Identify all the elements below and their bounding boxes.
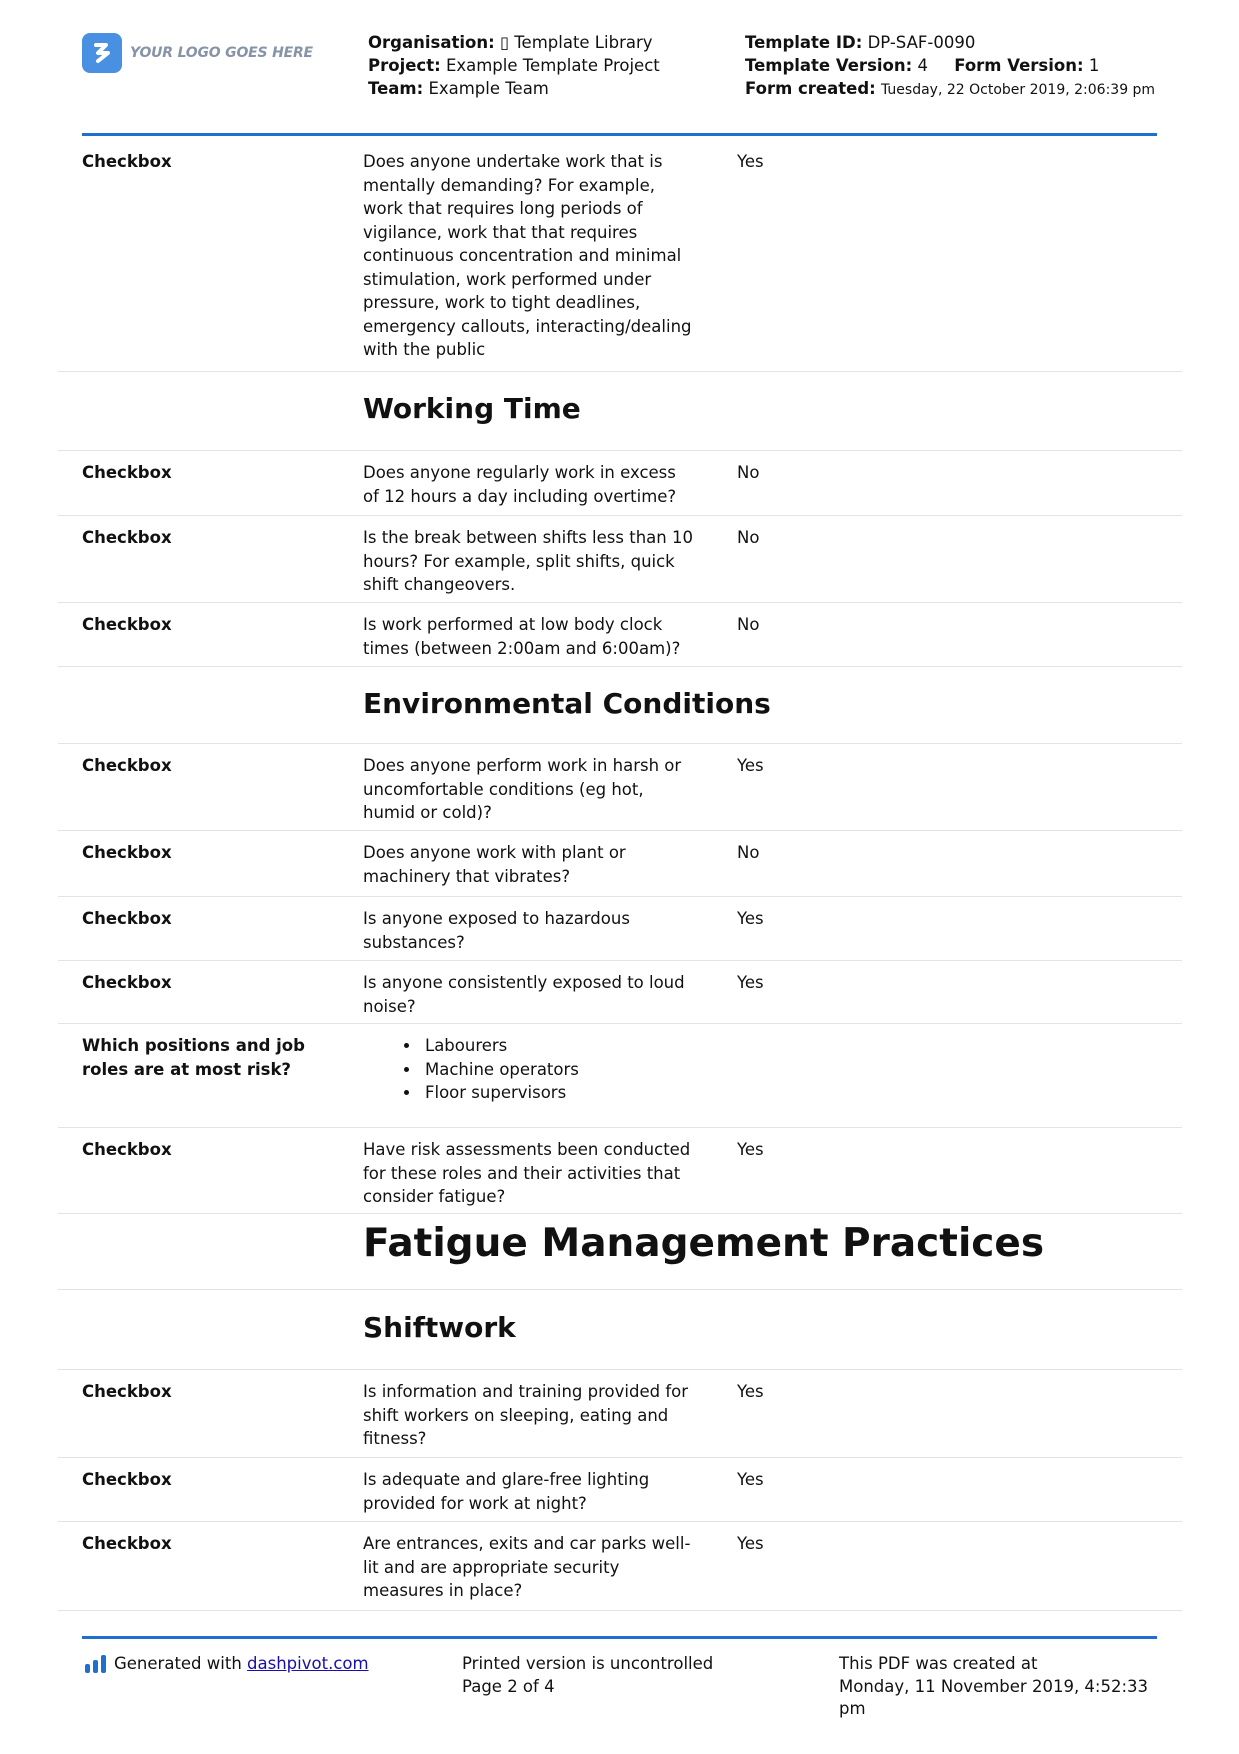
- row-answer: Yes: [737, 152, 764, 171]
- row-label: Which positions and job roles are at most risk?: [82, 1036, 305, 1079]
- template-id-label: Template ID:: [745, 33, 863, 52]
- page-number: Page 2 of 4: [462, 1676, 555, 1696]
- row-answer: Yes: [737, 909, 764, 928]
- list-item: • Machine operators: [421, 1058, 693, 1082]
- row-answer: No: [737, 615, 760, 634]
- section-heading-fatigue: Fatigue Management Practices: [363, 1221, 1045, 1266]
- table-row: [58, 1128, 1182, 1214]
- list-item: • Labourers: [421, 1034, 693, 1058]
- table-row: [58, 451, 1182, 516]
- row-label: Checkbox: [82, 1382, 172, 1401]
- row-answer: Yes: [737, 973, 764, 992]
- row-question: Is anyone exposed to hazardous substances?: [363, 909, 630, 952]
- team-label: Team:: [368, 79, 424, 98]
- row-label: Checkbox: [82, 973, 172, 992]
- header-project-info: [368, 31, 660, 100]
- row-label: Checkbox: [82, 843, 172, 862]
- form-created-value: Tuesday, 22 October 2019, 2:06:39 pm: [881, 82, 1156, 98]
- footer-divider: [82, 1636, 1157, 1639]
- section-heading-shiftwork: Shiftwork: [363, 1311, 516, 1344]
- table-row: [58, 1522, 1182, 1611]
- row-question: Does anyone work with plant or machinery that vibrates?: [363, 843, 626, 886]
- template-id-value: DP-SAF-0090: [867, 33, 976, 52]
- row-question: Have risk assessments been conducted for these roles and their activities that consider fatigue?: [363, 1140, 691, 1206]
- row-label: Checkbox: [82, 463, 172, 482]
- row-question: Is the break between shifts less than 10 hours? For example, split shifts, quick shift changeovers.: [363, 528, 693, 594]
- row-question: Does anyone regularly work in excess of 12 hours a day including overtime?: [363, 463, 677, 506]
- row-question: Is anyone consistently exposed to loud noise?: [363, 973, 685, 1016]
- table-row: [58, 516, 1182, 603]
- created-at-label: This PDF was created at: [839, 1654, 1038, 1673]
- organisation-label: Organisation:: [368, 33, 495, 52]
- table-row: [58, 1458, 1182, 1522]
- row-label: Checkbox: [82, 1470, 172, 1489]
- header-template-info: [745, 31, 1165, 102]
- row-question: Are entrances, exits and car parks well-lit and are appropriate security measures in place?: [363, 1534, 691, 1600]
- row-list: [363, 1034, 693, 1105]
- row-question: Is adequate and glare-free lighting provided for work at night?: [363, 1470, 650, 1513]
- table-row: [58, 897, 1182, 961]
- project-label: Project:: [368, 56, 441, 75]
- logo-icon: [82, 33, 122, 73]
- section-row: [58, 1214, 1182, 1290]
- organisation-value: ▯ Template Library: [499, 33, 653, 52]
- bar-chart-icon: [85, 1655, 106, 1673]
- form-created-label: Form created:: [745, 79, 876, 98]
- row-label: Checkbox: [82, 615, 172, 634]
- dashpivot-link[interactable]: dashpivot.com: [247, 1654, 369, 1673]
- table-row: [58, 136, 1182, 372]
- footer-generated: [85, 1653, 369, 1676]
- row-answer: Yes: [737, 1382, 764, 1401]
- row-question: Is information and training provided for shift workers on sleeping, eating and fitness?: [363, 1382, 689, 1448]
- table-row: [58, 1370, 1182, 1458]
- table-row: [58, 744, 1182, 831]
- row-question: Does anyone perform work in harsh or uncomfortable conditions (eg hot, humid or cold)?: [363, 756, 682, 822]
- row-answer: Yes: [737, 1534, 764, 1553]
- section-heading-environmental: Environmental Conditions: [363, 687, 771, 720]
- row-label: Checkbox: [82, 756, 172, 775]
- template-version-value: 4: [917, 56, 928, 75]
- team-value: Example Team: [428, 79, 549, 98]
- table-row: [58, 831, 1182, 897]
- created-at-value: Monday, 11 November 2019, 4:52:33 pm: [839, 1676, 1149, 1718]
- form-version-label: Form Version:: [954, 56, 1084, 75]
- list-item: • Floor supervisors: [421, 1081, 693, 1105]
- form-version-value: 1: [1088, 56, 1100, 75]
- form-rows: [58, 136, 1182, 1611]
- template-version-label: Template Version:: [745, 56, 913, 75]
- project-value: Example Template Project: [445, 56, 660, 75]
- table-row: [58, 1024, 1182, 1128]
- section-heading-working-time: Working Time: [363, 392, 581, 425]
- logo: [82, 33, 313, 73]
- row-answer: No: [737, 528, 760, 547]
- generated-with-text: Generated with: [114, 1654, 242, 1673]
- section-row: [58, 667, 1182, 744]
- page-header: [0, 0, 1239, 140]
- row-label: Checkbox: [82, 528, 172, 547]
- row-question: Is work performed at low body clock times (between 2:00am and 6:00am)?: [363, 615, 681, 658]
- row-label: Checkbox: [82, 152, 172, 171]
- row-label: Checkbox: [82, 1534, 172, 1553]
- section-row: [58, 372, 1182, 451]
- row-question: Does anyone undertake work that is mentally demanding? For example, work that requires long periods of vigilance, work that that requires continuous concentration and minimal stimulation, work performed under pressure, work to tight deadlines, emergency callouts, interacting/dealing with the public: [363, 152, 692, 359]
- footer-page-info: [462, 1653, 713, 1698]
- row-answer: Yes: [737, 1470, 764, 1489]
- row-answer: No: [737, 843, 760, 862]
- row-answer: Yes: [737, 1140, 764, 1159]
- footer-created: [839, 1653, 1159, 1721]
- row-label: Checkbox: [82, 909, 172, 928]
- table-row: [58, 603, 1182, 667]
- table-row: [58, 961, 1182, 1024]
- logo-text: YOUR LOGO GOES HERE: [130, 45, 313, 61]
- row-label: Checkbox: [82, 1140, 172, 1159]
- section-row: [58, 1290, 1182, 1370]
- uncontrolled-text: Printed version is uncontrolled: [462, 1654, 714, 1673]
- row-answer: No: [737, 463, 760, 482]
- row-answer: Yes: [737, 756, 764, 775]
